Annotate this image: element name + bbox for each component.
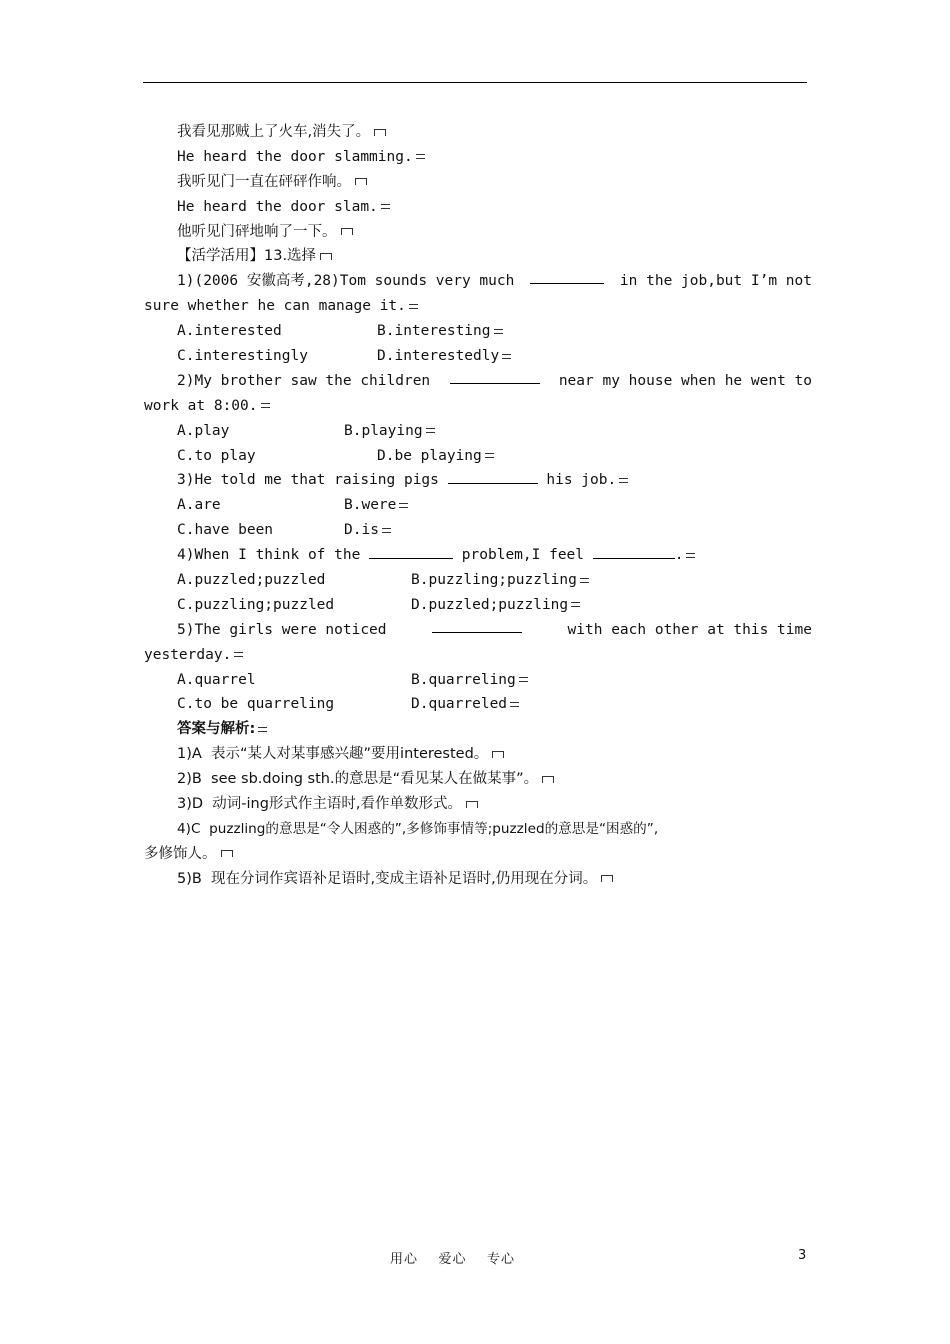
line-break-icon	[409, 304, 418, 309]
line-break-icon	[381, 204, 390, 209]
question-text: near my house when he went to	[558, 372, 812, 389]
header-rule	[143, 82, 807, 83]
paragraph-mark-icon	[355, 178, 367, 185]
footer-motto: 用心 爱心 专心	[390, 1252, 516, 1267]
text-line	[144, 145, 812, 170]
question-text: 4)When I think of the	[177, 547, 361, 564]
question-text: 3)He told me that raising pigs	[177, 472, 439, 489]
line-break-icon	[494, 329, 503, 334]
cn-sentence: 我看见那贼上了火车,消失了。	[177, 124, 371, 140]
option-d: D.is	[344, 522, 379, 539]
text-line	[144, 195, 812, 220]
line-break-icon	[519, 677, 528, 682]
question-text: problem,I feel	[461, 547, 585, 564]
question-text: .	[674, 547, 684, 564]
option-a: A.quarrel	[177, 671, 256, 688]
answer-line	[144, 867, 812, 892]
paragraph-mark-icon	[374, 129, 386, 136]
question-line	[144, 394, 812, 419]
options-line	[144, 692, 812, 717]
answer-text: 5)B 现在分词作宾语补足语时,变成主语补足语时,仍用现在分词。	[177, 870, 598, 887]
question-text: his job.	[546, 472, 617, 489]
option-b: B.quarreling	[411, 671, 516, 688]
paragraph-mark-icon	[341, 228, 353, 235]
option-c: C.interestingly	[177, 348, 308, 365]
text-line	[144, 220, 812, 245]
line-break-icon	[382, 528, 391, 533]
question-text: with each other at this time	[567, 621, 812, 638]
text-line	[144, 120, 812, 145]
question-line	[144, 643, 812, 668]
line-break-icon	[258, 727, 267, 732]
options-line	[144, 493, 812, 518]
line-break-icon	[571, 602, 580, 607]
option-a: A.play	[177, 422, 230, 439]
option-c: C.to play	[177, 447, 256, 464]
line-break-icon	[686, 553, 695, 558]
line-break-icon	[399, 503, 408, 508]
option-d: D.interestedly	[377, 348, 500, 365]
option-a: A.are	[177, 497, 221, 514]
option-d: D.be playing	[377, 447, 482, 464]
options-line	[144, 444, 812, 469]
answer-line	[144, 767, 812, 792]
answer-blank	[530, 269, 604, 284]
paragraph-mark-icon	[221, 850, 233, 857]
option-d: D.quarreled	[411, 696, 508, 713]
line-break-icon	[261, 403, 270, 408]
question-text: sure whether he can manage it.	[144, 298, 406, 315]
question-line	[144, 543, 812, 568]
en-sentence: He heard the door slamming.	[177, 148, 413, 165]
answers-heading-text: 答案与解析:	[177, 721, 256, 738]
answer-line	[144, 792, 812, 817]
paragraph-mark-icon	[320, 253, 332, 260]
line-break-icon	[426, 428, 435, 433]
line-break-icon	[416, 154, 425, 159]
paragraph-mark-icon	[542, 776, 554, 783]
option-a: A.puzzled;puzzled	[177, 572, 326, 589]
question-text: work at 8:00.	[144, 397, 258, 414]
line-break-icon	[619, 478, 628, 483]
document-body	[144, 120, 812, 892]
question-text: 5)The girls were noticed	[177, 621, 387, 638]
question-text: 1)(2006 安徽高考,28)Tom sounds very much	[177, 273, 515, 290]
option-a: A.interested	[177, 323, 282, 340]
text-line	[144, 170, 812, 195]
answer-text: 2)B see sb.doing sth.的意思是“看见某人在做某事”。	[177, 771, 539, 788]
options-line	[144, 668, 812, 693]
answer-line	[144, 817, 812, 842]
question-line	[144, 618, 812, 643]
options-line	[144, 319, 812, 344]
cn-sentence: 我听见门一直在砰砰作响。	[177, 173, 351, 190]
option-b: B.playing	[344, 422, 423, 439]
line-break-icon	[502, 354, 511, 359]
answer-text: 3)D 动词-ing形式作主语时,看作单数形式。	[177, 796, 463, 813]
option-b: B.were	[344, 497, 397, 514]
option-c: C.puzzling;puzzled	[177, 596, 335, 613]
options-line	[144, 419, 812, 444]
options-line	[144, 593, 812, 618]
en-sentence: He heard the door slam.	[177, 198, 378, 215]
line-break-icon	[510, 702, 519, 707]
answer-text: 1)A 表示“某人对某事感兴趣”要用interested。	[177, 746, 489, 763]
question-line	[144, 294, 812, 319]
question-text: 2)My brother saw the children	[177, 372, 431, 389]
line-break-icon	[580, 578, 589, 583]
line-break-icon	[234, 652, 243, 657]
options-line	[144, 568, 812, 593]
option-b: B.puzzling;puzzling	[411, 572, 577, 589]
options-line	[144, 344, 812, 369]
paragraph-mark-icon	[466, 801, 478, 808]
answer-text: 4)C puzzling的意思是“令人困惑的”,多修饰事情等;puzzled的意思是“困惑的”,	[177, 820, 659, 837]
answers-heading	[144, 717, 812, 742]
answer-blank	[432, 618, 522, 633]
exercise-heading: 【活学活用】13.选择	[177, 248, 317, 265]
line-break-icon	[485, 453, 494, 458]
cn-sentence: 他听见门砰地响了一下。	[177, 223, 337, 240]
option-b: B.interesting	[377, 323, 491, 340]
question-line	[144, 269, 812, 294]
answer-blank	[448, 469, 538, 484]
question-text: yesterday.	[144, 646, 232, 663]
option-c: C.have been	[177, 522, 274, 539]
paragraph-mark-icon	[492, 751, 504, 758]
question-line	[144, 468, 812, 493]
question-text: in the job,but I’m not	[619, 273, 812, 290]
page-number: 3	[798, 1248, 807, 1263]
answer-line	[144, 842, 812, 867]
section-heading	[144, 244, 812, 269]
question-line	[144, 369, 812, 394]
option-c: C.to be quarreling	[177, 696, 335, 713]
answer-blank	[450, 369, 540, 384]
answer-blank	[593, 544, 675, 559]
option-d: D.puzzled;puzzling	[411, 596, 569, 613]
answer-text: 多修饰人。	[144, 845, 217, 862]
answer-line	[144, 742, 812, 767]
options-line	[144, 518, 812, 543]
paragraph-mark-icon	[601, 875, 613, 882]
answer-blank	[369, 544, 453, 559]
